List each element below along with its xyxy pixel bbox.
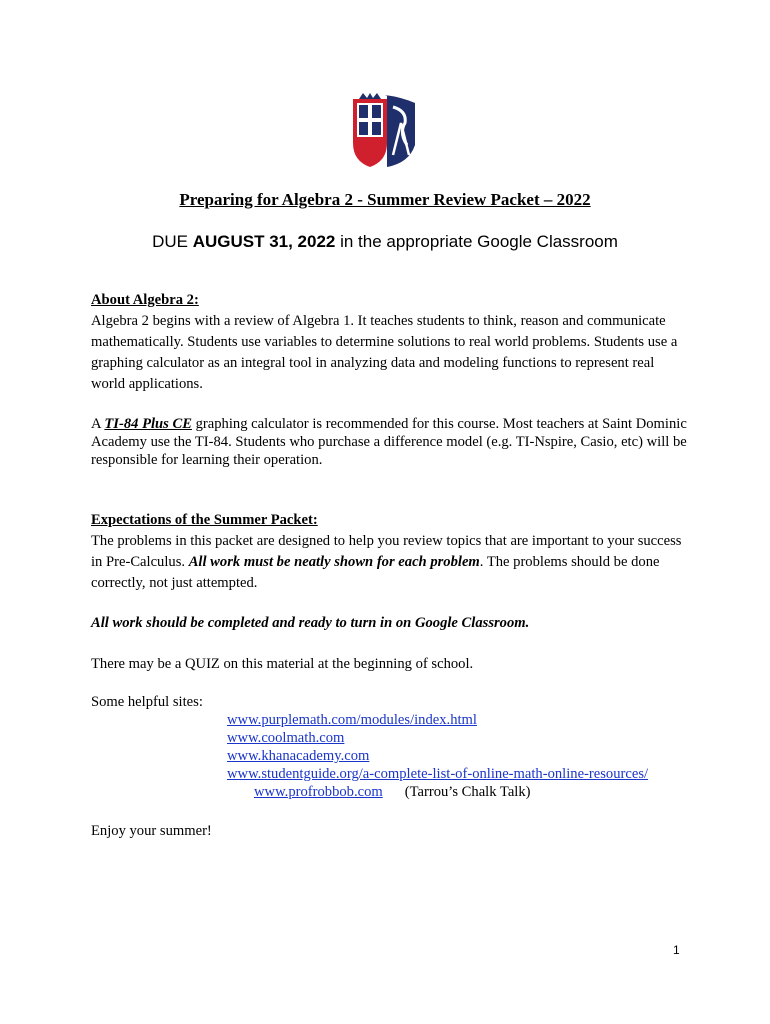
expectations-text-1: The problems in this packet are designed to help you review topics that are important to your success in Pre-Calculus.: [91, 533, 682, 570]
calculator-model: TI-84 Plus CE: [104, 416, 192, 432]
helpful-sites-list: [227, 711, 648, 801]
site-link-coolmath[interactable]: www.coolmath.com: [227, 730, 345, 746]
expectations-section: [91, 510, 691, 594]
due-date-line: [0, 232, 770, 252]
sites-label: Some helpful sites:: [91, 694, 203, 710]
site-link-studentguide[interactable]: www.studentguide.org/a-complete-list-of-online-math-online-resources/: [227, 766, 649, 782]
calculator-paragraph: [91, 415, 691, 469]
calculator-prefix: A: [91, 416, 105, 432]
site-link-purplemath[interactable]: www.purplemath.com/modules/index.html: [227, 712, 477, 728]
about-heading: About Algebra 2:: [91, 292, 199, 308]
due-date: AUGUST 31, 2022: [192, 232, 336, 251]
expectations-text-2: . The problems should be done correctly, not just attempted.: [91, 554, 660, 591]
calculator-text: graphing calculator is recommended for this course. Most teachers at Saint Dominic Academy use the TI-84. Students who purchase a difference model (e.g. TI-Nspire, Casio, etc) will be responsible for learning their operation.: [91, 416, 687, 468]
profrobbob-note: (Tarrou’s Chalk Talk): [404, 784, 531, 800]
completed-note: All work should be completed and ready to turn in on Google Classroom.: [91, 615, 530, 631]
school-crest-logo: [349, 93, 419, 169]
expectations-emphasis: All work must be neatly shown for each problem: [188, 554, 480, 570]
page-number: 1: [673, 943, 680, 957]
site-link-profrobbob[interactable]: www.profrobbob.com: [254, 784, 383, 800]
page-title: Preparing for Algebra 2 - Summer Review Packet – 2022: [179, 190, 591, 209]
site-link-khanacademy[interactable]: www.khanacademy.com: [227, 748, 370, 764]
due-suffix: in the appropriate Google Classroom: [335, 232, 618, 251]
expectations-paragraph: [91, 531, 691, 594]
about-section: [91, 290, 691, 395]
quiz-note: There may be a QUIZ on this material at the beginning of school.: [91, 656, 474, 672]
about-paragraph: Algebra 2 begins with a review of Algebra 1. It teaches students to think, reason and communicate mathematically. Students use variables to determine solutions to real world problems. Students use a graphing calculator as an integral tool in analyzing data and modeling functions to represent real world applications.: [91, 313, 678, 392]
due-prefix: DUE: [152, 232, 193, 251]
closing-line: Enjoy your summer!: [91, 823, 212, 839]
expectations-heading: Expectations of the Summer Packet:: [91, 512, 318, 528]
